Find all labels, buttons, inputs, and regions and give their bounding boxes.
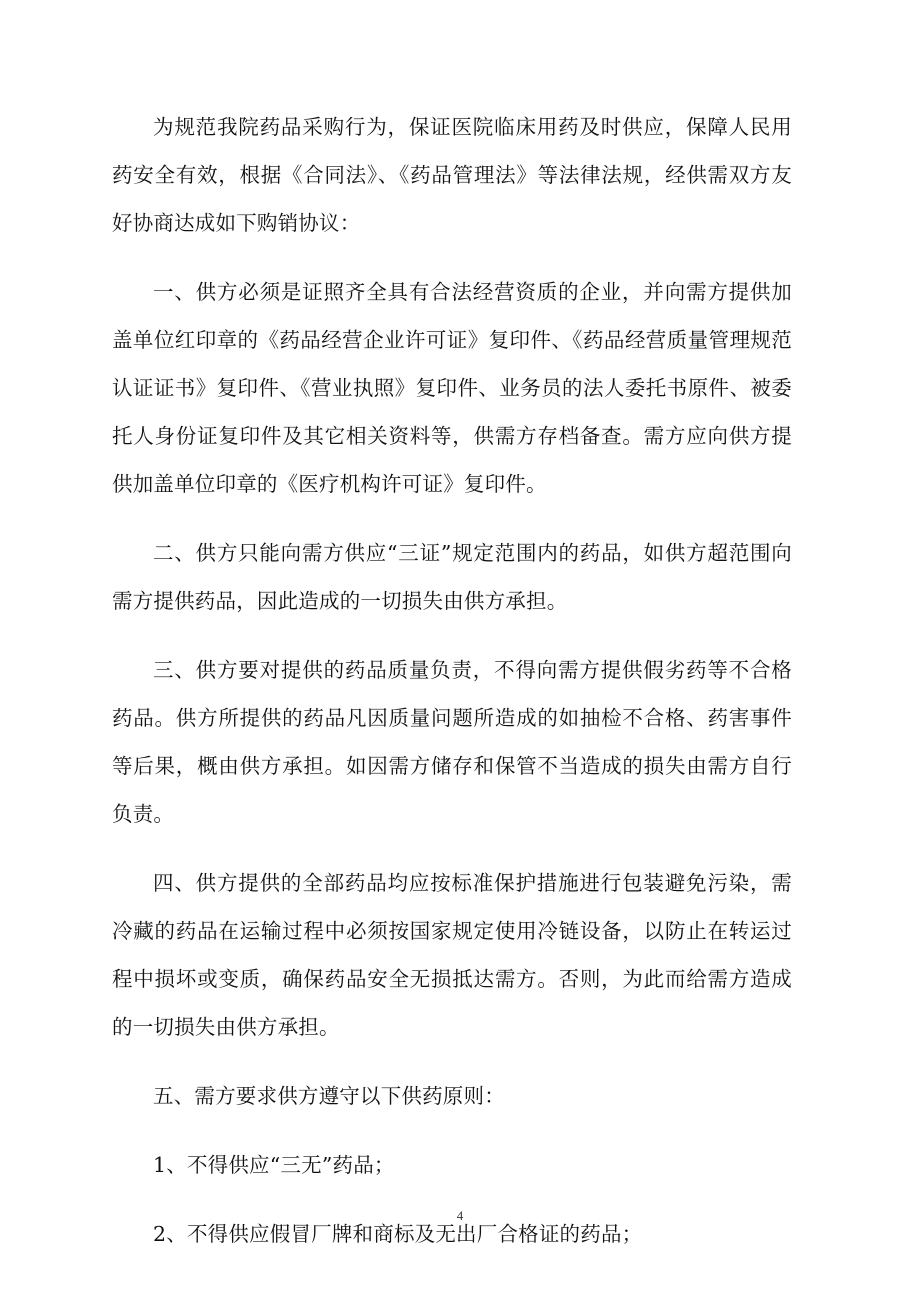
paragraph-clause-3: 三、供方要对提供的药品质量负责，不得向需方提供假劣药等不合格药品。供方所提供的药品凡因质量问题所造成的如抽检不合格、药害事件等后果，概由供方承担。如因需方储存和保管不当造成的损失由需方自行负责。 — [112, 658, 792, 826]
paragraph-intro: 为规范我院药品采购行为，保证医院临床用药及时供应，保障人民用药安全有效，根据《合同法》、《药品管理法》等法律法规，经供需双方友好协商达成如下购销协议： — [112, 115, 792, 235]
list-item-1: 1、不得供应“三无”药品； — [153, 1153, 395, 1177]
page-number: 4 — [456, 1208, 464, 1223]
paragraph-clause-4: 四、供方提供的全部药品均应按标准保护措施进行包装避免污染，需冷藏的药品在运输过程中必须按国家规定使用冷链设备，以防止在转运过程中损坏或变质，确保药品安全无损抵达需方。否则，为此而给需方造成的一切损失由供方承担。 — [112, 871, 792, 1039]
document-body — [112, 103, 792, 1279]
list-item-2: 2、不得供应假冒厂牌和商标及无出厂合格证的药品； — [153, 1222, 643, 1246]
paragraph-clause-1: 一、供方必须是证照齐全具有合法经营资质的企业，并向需方提供加盖单位红印章的《药品经营企业许可证》复印件、《药品经营质量管理规范认证证书》复印件、《营业执照》复印件、业务员的法人委托书原件、被委托人身份证复印件及其它相关资料等，供需方存档备查。需方应向供方提供加盖单位印章的《医疗机构许可证》复印件。 — [112, 280, 792, 496]
paragraph-clause-5: 五、需方要求供方遵守以下供药原则： — [153, 1084, 505, 1108]
paragraph-clause-2: 二、供方只能向需方供应“三证”规定范围内的药品，如供方超范围向需方提供药品，因此造成的一切损失由供方承担。 — [112, 541, 792, 613]
